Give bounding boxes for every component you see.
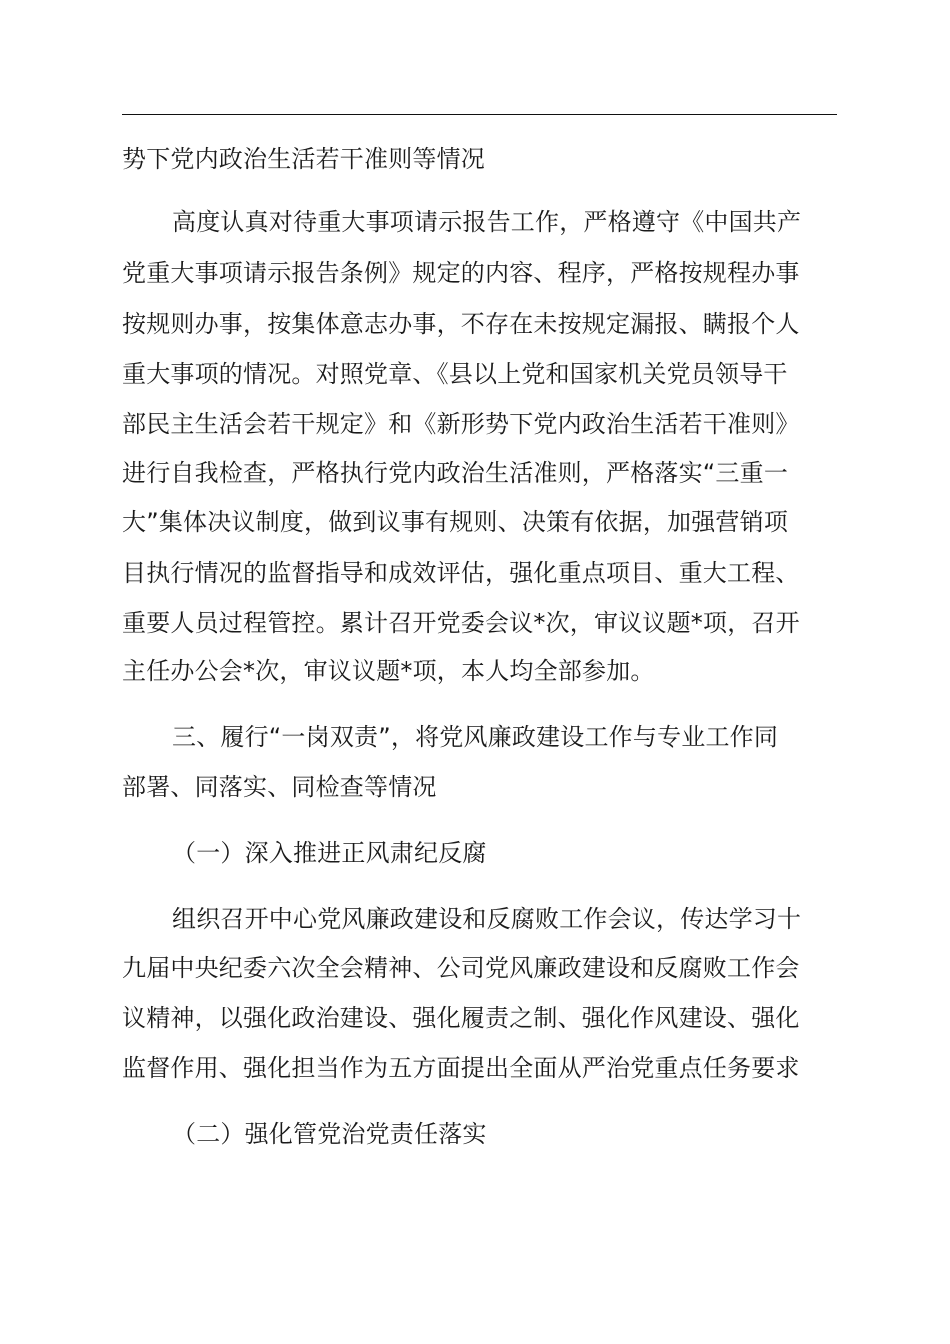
header-rule [122, 114, 837, 115]
section-heading: 部署、同落实、同检查等情况 [122, 773, 437, 801]
paragraph-line: 目执行情况的监督指导和成效评估，强化重点项目、重大工程、 [122, 559, 800, 587]
paragraph-line: 主任办公会*次，审议议题*项，本人均全部参加。 [122, 657, 655, 685]
paragraph-line: 重大事项的情况。对照党章、《县以上党和国家机关党员领导干 [122, 360, 788, 388]
paragraph-line: 监督作用、强化担当作为五方面提出全面从严治党重点任务要求 [122, 1054, 800, 1082]
paragraph-line: 议精神，以强化政治建设、强化履责之制、强化作风建设、强化 [122, 1004, 800, 1032]
section-heading: 三、履行“一岗双责”，将党风廉政建设工作与专业工作同 [172, 723, 779, 751]
subsection-heading: （二）强化管党治党责任落实 [172, 1120, 487, 1148]
paragraph-line: 进行自我检查，严格执行党内政治生活准则，严格落实“三重一 [122, 459, 789, 487]
subsection-heading: （一）深入推进正风肃纪反腐 [172, 839, 487, 867]
paragraph-line: 党重大事项请示报告条例》规定的内容、程序，严格按规程办事 [122, 259, 800, 287]
paragraph-line: 大”集体决议制度，做到议事有规则、决策有依据，加强营销项 [122, 508, 789, 536]
paragraph-line: 部民主生活会若干规定》和《新形势下党内政治生活若干准则》 [122, 410, 800, 438]
paragraph-line: 高度认真对待重大事项请示报告工作，严格遵守《中国共产 [172, 208, 802, 236]
paragraph-line: 九届中央纪委六次全会精神、公司党风廉政建设和反腐败工作会 [122, 954, 800, 982]
paragraph-line: 重要人员过程管控。累计召开党委会议*次，审议议题*项，召开 [122, 609, 800, 637]
paragraph-line: 组织召开中心党风廉政建设和反腐败工作会议，传达学习十 [172, 905, 802, 933]
continuation-line: 势下党内政治生活若干准则等情况 [122, 145, 485, 173]
paragraph-line: 按规则办事，按集体意志办事，不存在未按规定漏报、瞒报个人 [122, 310, 800, 338]
